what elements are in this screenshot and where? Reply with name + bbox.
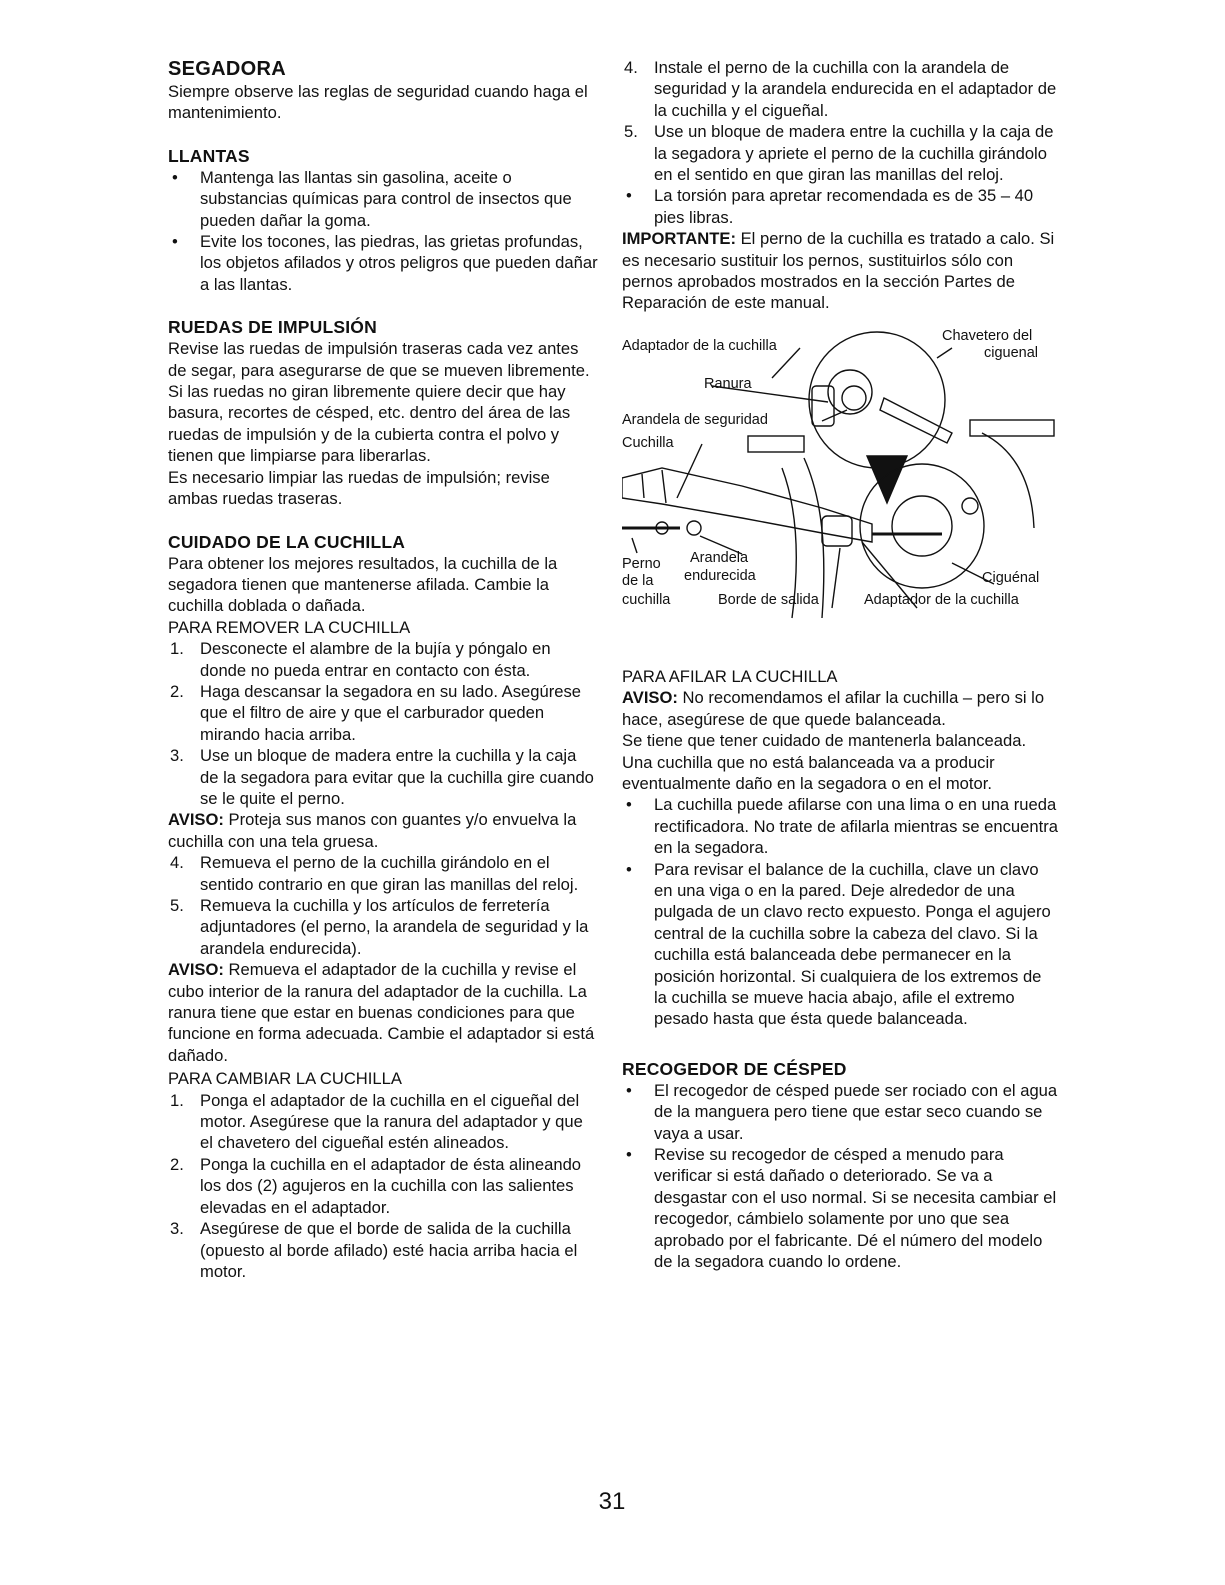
label-chavetero-1: Chavetero del — [942, 327, 1033, 344]
list-item: • Mantenga las llantas sin gasolina, aceite o substancias químicas para control de insectos que pueden dañar la goma. — [168, 167, 598, 231]
adaptor-lower — [822, 516, 852, 546]
label-borde: Borde de salida — [718, 591, 819, 608]
segadora-text: Siempre observe las reglas de seguridad cuando haga el mantenimiento. — [168, 82, 588, 123]
leader-cuchilla — [677, 444, 702, 498]
list-item: 3. Use un bloque de madera entre la cuchilla y la caja de la segadora para evitar que la cuchilla gire cuando se le quite el perno. — [170, 746, 594, 808]
list-item: 1. Desconecte el alambre de la bujía y póngalo en donde no pueda entrar en contacto con ésta. — [170, 639, 551, 680]
afilar-list — [622, 794, 1058, 1029]
label-chavetero-2: ciguenal — [984, 344, 1039, 361]
list-item: • La torsión para apretar recomendada es de 35 – 40 pies libras. — [622, 185, 1058, 228]
afilar-paragraph: Se tiene que tener cuidado de mantenerla balanceada. Una cuchilla que no está balanceada va a producir eventualmente daño en la segadora o en el motor. — [622, 731, 1027, 793]
llantas-heading: LLANTAS — [168, 145, 250, 166]
cambiar-subheading: PARA CAMBIAR LA CUCHILLA — [168, 1069, 402, 1089]
hatch-bar-left — [748, 436, 804, 452]
recogedor-list — [622, 1080, 1058, 1273]
leader-perno — [632, 538, 637, 553]
ruedas-paragraph-1: Revise las ruedas de impulsión traseras cada vez antes de segar, para asegurarse de que se mueven libremente. Si las ruedas no giran libremente quiere decir que hay basura, recortes de césped, etc. dentro del área de las ruedas de impulsión y de la cubierta contra el polvo y tienen que limpiarse para liberarlas. — [168, 339, 590, 466]
ruedas-heading: RUEDAS DE IMPULSIÓN — [168, 317, 377, 338]
blade-assembly-figure — [622, 328, 1058, 628]
left-column — [168, 57, 598, 1282]
aviso-afilar: AVISO: No recomendamos el afilar la cuchilla – pero si lo hace, asegúrese de que quede balanceada. — [622, 688, 1045, 729]
list-item: 5. Remueva la cuchilla y los artículos de ferretería adjuntadores (el perno, la arandela de seguridad y la arandela endurecida). — [170, 896, 589, 958]
cuidado-paragraph: Para obtener los mejores resultados, la cuchilla de la segadora tienen que mantenerse afilada. Cambie la cuchilla doblada o dañada. — [168, 553, 558, 616]
list-item: • Revise su recogedor de césped a menudo para verificar si está dañado o deteriorado. Se va a desgastar con el uso normal. Si se necesita cambiar el recogedor, cámbielo solamente por uno que sea aprobado por el fabricante. Dé el número del modelo de la segadora cuando lo ordene. — [622, 1144, 1058, 1272]
cambiar-steps — [168, 1090, 598, 1283]
cambiar-steps-continued — [622, 57, 1058, 185]
recogedor-heading: RECOGEDOR DE CÉSPED — [622, 1058, 847, 1079]
blade-detail — [642, 470, 666, 503]
leader-chavetero — [937, 348, 952, 358]
cuidado-heading: CUIDADO DE LA CUCHILLA — [168, 531, 406, 552]
importante-note: IMPORTANTE: El perno de la cuchilla es tratado a calo. Si es necesario sustituir los pernos, sustituirlos sólo con pernos aprobados mostrados en la sección Partes de Reparación de este manual. — [622, 229, 1055, 313]
engine-hub — [892, 496, 952, 556]
blade-shape — [622, 468, 872, 542]
label-arandela-seguridad: Arandela de seguridad — [622, 411, 768, 428]
segadora-heading: SEGADORA — [168, 58, 286, 80]
list-item: 2. Ponga la cuchilla en el adaptador de ésta alineando los dos (2) agujeros en la cuchilla con las salientes elevadas en el adaptador. — [170, 1154, 582, 1217]
pointer-triangle — [867, 456, 907, 503]
label-perno-1: Perno — [622, 555, 661, 572]
label-adaptador-bottom: Adaptador de la cuchilla — [864, 591, 1019, 608]
right-column — [622, 57, 1058, 1272]
remover-steps-b — [168, 852, 598, 959]
deck-curve-3 — [982, 433, 1034, 528]
leader-borde — [832, 548, 840, 608]
list-item: • El recogedor de césped puede ser rociado con el agua de la manguera pero tiene que estar seco cuando se vaya a usar. — [622, 1080, 1058, 1144]
list-item: 4. Remueva el perno de la cuchilla girándolo en el sentido contrario en que giran las manillas del reloj. — [170, 853, 579, 894]
hardened-washer — [687, 521, 701, 535]
label-cuchilla: Cuchilla — [622, 434, 674, 451]
ruedas-paragraph-2: Es necesario limpiar las ruedas de impulsión; revise ambas ruedas traseras. — [168, 467, 550, 509]
label-ranura: Ranura — [704, 375, 752, 392]
remover-subheading: PARA REMOVER LA CUCHILLA — [168, 617, 411, 637]
list-item: 2. Haga descansar la segadora en su lado. Asegúrese que el filtro de aire y que el carburador queden mirando hacia arriba. — [170, 681, 581, 744]
engine-bolt — [962, 498, 978, 514]
remover-steps-a — [168, 638, 598, 809]
afilar-subheading: PARA AFILAR LA CUCHILLA — [622, 666, 838, 686]
label-perno-3: cuchilla — [622, 591, 671, 608]
list-item: 4. Instale el perno de la cuchilla con la arandela de seguridad y la arandela endurecida en el adaptador de la cuchilla y el cigueñal. — [624, 58, 1057, 120]
list-item: 3. Asegúrese de que el borde de salida de la cuchilla (opuesto al borde afilado) esté hacia arriba hacia el motor. — [170, 1219, 578, 1281]
llantas-list — [168, 167, 598, 295]
list-item: 1. Ponga el adaptador de la cuchilla en el cigueñal del motor. Asegúrese que la ranura del adaptador y que el chavetero del cigueñal estén alineados. — [170, 1090, 583, 1153]
page-number: 31 — [598, 1488, 626, 1515]
list-item: 5. Use un bloque de madera entre la cuchilla y la caja de la segadora y apriete el perno de la cuchilla girándolo en el sentido en que giran las manillas del reloj. — [624, 122, 1054, 185]
list-item: • Evite los tocones, las piedras, las grietas profundas, los objetos afilados y otros peligros que pueden dañar a las llantas. — [168, 231, 598, 295]
torsion-list — [622, 185, 1058, 228]
aviso-proteja: AVISO: Proteja sus manos con guantes y/o envuelva la cuchilla con una tela gruesa. — [168, 810, 577, 851]
list-item: • Para revisar el balance de la cuchilla, clave un clavo en una viga o en la pared. Deje alrededor de una pulgada de un clavo recto expuesto. Ponga el agujero central de la cuchilla sobre la cabeza del clavo. Si la cuchilla está balanceada debe permanecer en la posición horizontal. Si cualquiera de los extremos de la cuchilla se mueve hacia abajo, afile el extremo pesado hasta que ésta quede balanceada. — [622, 859, 1058, 1030]
label-ciguenal: Ciguénal — [982, 569, 1040, 586]
label-perno-2: de la — [622, 572, 654, 589]
label-arandela-end-1: Arandela — [690, 549, 749, 566]
list-item: • La cuchilla puede afilarse con una lima o en una rueda rectificadora. No trate de afilarla mientras se encuentra en la segadora. — [622, 794, 1058, 858]
adaptor-hub — [842, 386, 866, 410]
label-adaptador-top: Adaptador de la cuchilla — [622, 337, 777, 354]
label-arandela-end-2: endurecida — [684, 567, 756, 584]
aviso-adaptador: AVISO: Remueva el adaptador de la cuchilla y revise el cubo interior de la ranura del adaptador de la cuchilla. La ranura tiene que estar en buenas condiciones para que funcione en forma adecuada. Cambie el adaptador si está dañado. — [168, 960, 595, 1065]
